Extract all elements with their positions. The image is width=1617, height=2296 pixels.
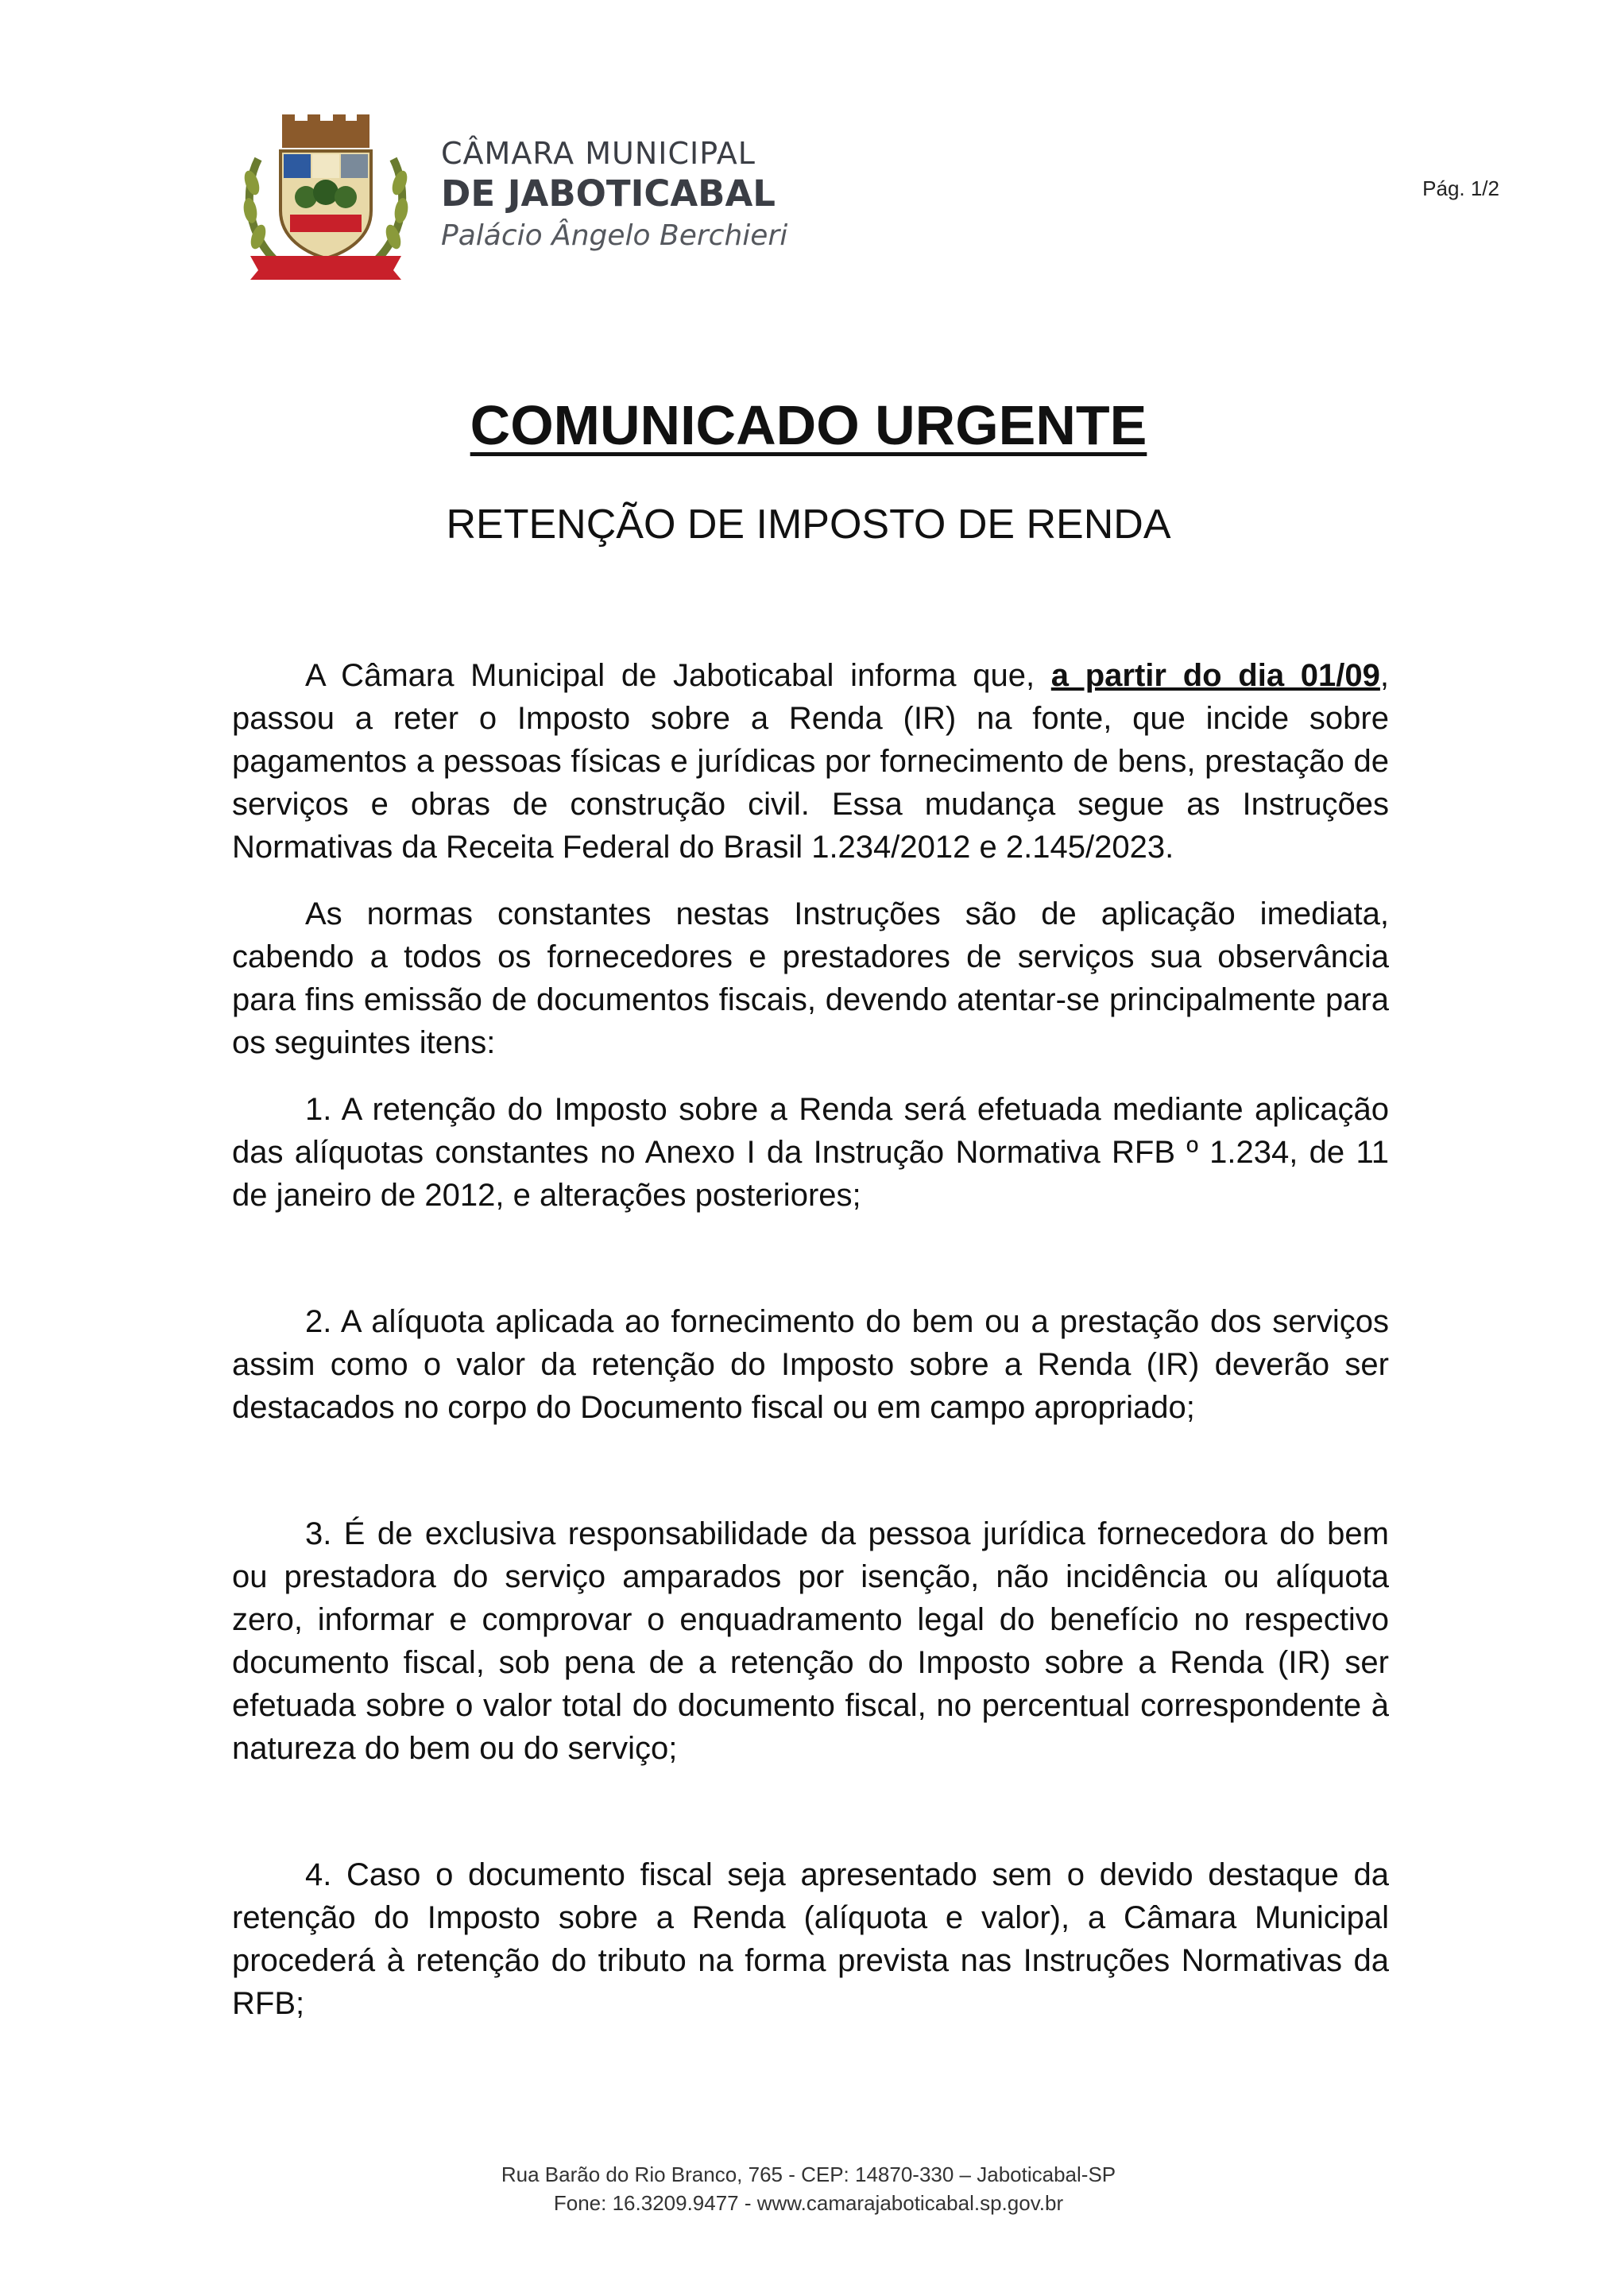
coat-of-arms-logo <box>234 111 417 282</box>
organization-name <box>441 135 787 256</box>
org-line-3: Palácio Ângelo Berchieri <box>441 219 788 252</box>
paragraph-intro-a: A Câmara Municipal de Jaboticabal informa que, <box>305 658 1051 693</box>
footer-address: Rua Barão do Rio Branco, 765 - CEP: 14870-330 – Jaboticabal-SP <box>501 2162 1116 2186</box>
list-item-4: 4. Caso o documento fiscal seja apresentado sem o devido destaque da retenção do Imposto sobre a Renda (alíquota e valor), a Câmara Municipal procederá à retenção do tributo na forma prevista nas Instruções Normativas da RFB; <box>232 1857 1389 2021</box>
document-body <box>232 654 1389 2025</box>
paragraph-intro <box>232 654 1389 869</box>
paragraph-norms: As normas constantes nestas Instruções são de aplicação imediata, cabendo a todos os fornecedores e prestadores de serviços sua observância para fins emissão de documentos fiscais, devendo atentar-se principalmente para os seguintes itens: <box>232 896 1389 1060</box>
page-footer <box>0 2160 1617 2217</box>
page-number: Pág. 1/2 <box>1422 176 1499 200</box>
list-item-3: 3. É de exclusiva responsabilidade da pessoa jurídica fornecedora do bem ou prestadora do serviço amparados por isenção, não incidência ou alíquota zero, informar e comprovar o enquadramento legal do benefício no respectivo documento fiscal, sob pena de a retenção do Imposto sobre a Renda (IR) ser efetuada sobre o valor total do documento fiscal, no percentual correspondente à natureza do bem ou do serviço; <box>232 1516 1389 1766</box>
document-title: COMUNICADO URGENTE <box>470 394 1147 456</box>
org-line-2: DE JABOTICABAL <box>441 172 776 215</box>
list-item-2: 2. A alíquota aplicada ao fornecimento do bem ou a prestação dos serviços assim como o valor da retenção do Imposto sobre a Renda (IR) deverão ser destacados no corpo do Documento fiscal ou em campo apropriado; <box>232 1304 1389 1425</box>
org-line-1: CÂMARA MUNICIPAL <box>441 136 756 171</box>
coat-of-arms-icon <box>234 111 417 282</box>
list-item-1: 1. A retenção do Imposto sobre a Renda será efetuada mediante aplicação das alíquotas constantes no Anexo I da Instrução Normativa RFB º 1.234, de 11 de janeiro de 2012, e alterações posteriores; <box>232 1092 1389 1213</box>
effective-date-emphasis: a partir do dia 01/09 <box>1050 658 1380 693</box>
document-subtitle: RETENÇÃO DE IMPOSTO DE RENDA <box>446 501 1171 548</box>
paragraph-intro-b: , passou a reter o Imposto sobre a Renda (IR) na fonte, que incide sobre pagamentos a pessoas físicas e jurídicas por fornecimento de bens, prestação de serviços e obras de construção civil. Essa mudança segue as Instruções Normativas da Receita Federal do Brasil 1.234/2012 e 2.145/2023. <box>232 658 1390 865</box>
footer-contact: Fone: 16.3209.9477 - www.camarajaboticabal.sp.gov.br <box>553 2191 1064 2215</box>
